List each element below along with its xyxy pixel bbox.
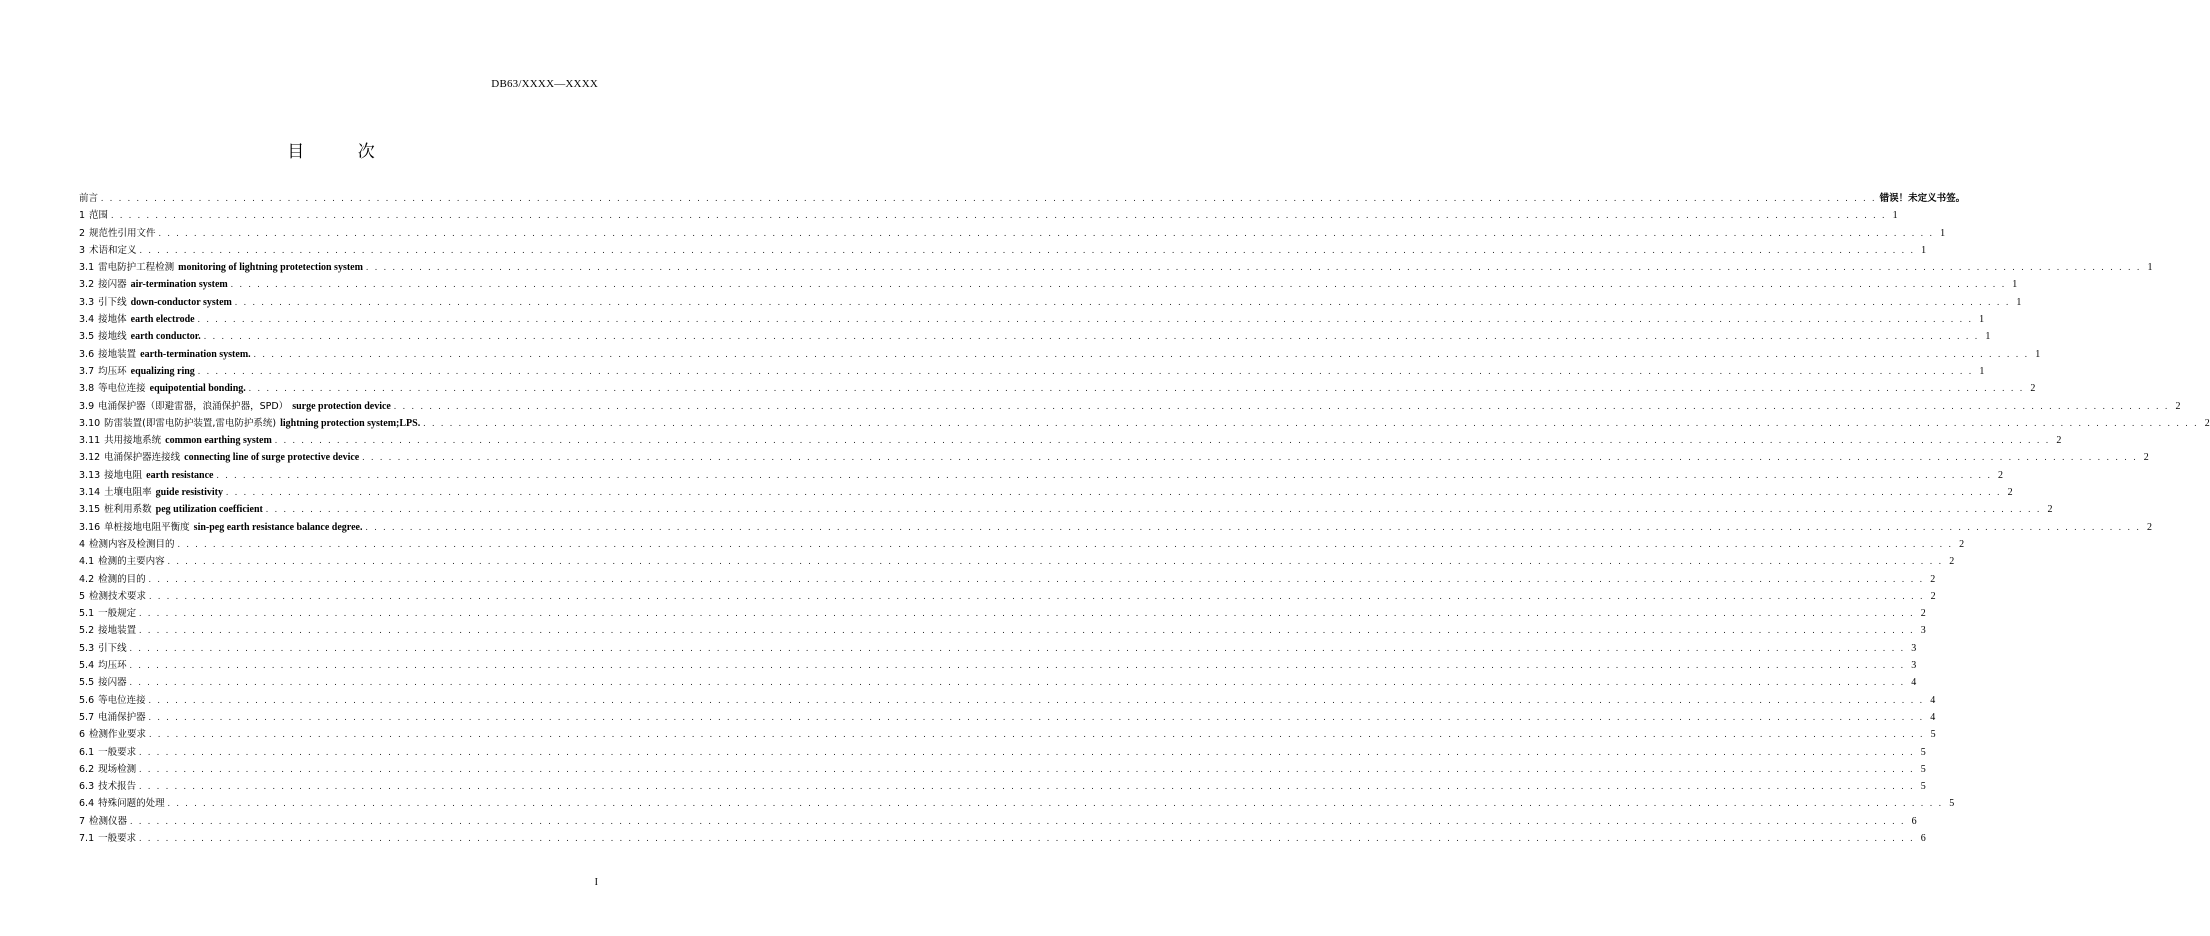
- toc-entry-page: 2: [2143, 452, 2149, 464]
- toc-entry-page: 5: [1930, 729, 1936, 741]
- toc-entry-number: 3.12: [79, 452, 101, 464]
- toc-entry-page: 2: [2030, 383, 2036, 395]
- dot-leader: . . . . . . . . . . . . . . . . . . . . . . . . . . . . . . . . . . . . . . . . . . . . . . . . . . . . . . . . . . . . . . . . . . . . . . . . . . . . . . . . . . . . . . . . . . . . . . . . . . . . . . . . . . . . . . . . . . . . . . . . . . . . . . . . . . . . . . . . . . . . . . . . . . . . . . . . . . . . . . . . . . . . . . . . . . . . . . . . . . . . . . . . . . . . . . . . . . . . . . . .: [265, 504, 2042, 515]
- toc-entry-english-term: earth resistance: [146, 469, 214, 481]
- toc-entry-number: 7: [79, 815, 86, 827]
- dot-leader: . . . . . . . . . . . . . . . . . . . . . . . . . . . . . . . . . . . . . . . . . . . . . . . . . . . . . . . . . . . . . . . . . . . . . . . . . . . . . . . . . . . . . . . . . . . . . . . . . . . . . . . . . . . . . . . . . . . . . . . . . . . . . . . . . . . . . . . . . . . . . . . . . . . . . . . . . . . . . . . . . . . . . . . . . . . . . . . . . . . . . . . . . . . . . . . . . . . . . . . .: [129, 677, 1906, 688]
- dot-leader: . . . . . . . . . . . . . . . . . . . . . . . . . . . . . . . . . . . . . . . . . . . . . . . . . . . . . . . . . . . . . . . . . . . . . . . . . . . . . . . . . . . . . . . . . . . . . . . . . . . . . . . . . . . . . . . . . . . . . . . . . . . . . . . . . . . . . . . . . . . . . . . . . . . . . . . . . . . . . . . . . . . . . . . . . . . . . . . . . . . . . . . . . . . . . . . . . . . . . . . .: [139, 608, 1915, 619]
- toc-entry-page: 1: [1979, 365, 1985, 377]
- dot-leader: . . . . . . . . . . . . . . . . . . . . . . . . . . . . . . . . . . . . . . . . . . . . . . . . . . . . . . . . . . . . . . . . . . . . . . . . . . . . . . . . . . . . . . . . . . . . . . . . . . . . . . . . . . . . . . . . . . . . . . . . . . . . . . . . . . . . . . . . . . . . . . . . . . . . . . . . . . . . . . . . . . . . . . . . . . . . . . . . . . . . . . . . . . . . . . . . . . . . . . . .: [148, 573, 1925, 584]
- toc-entry-page: 2: [1930, 590, 1936, 602]
- dot-leader: . . . . . . . . . . . . . . . . . . . . . . . . . . . . . . . . . . . . . . . . . . . . . . . . . . . . . . . . . . . . . . . . . . . . . . . . . . . . . . . . . . . . . . . . . . . . . . . . . . . . . . . . . . . . . . . . . . . . . . . . . . . . . . . . . . . . . . . . . . . . . . . . . . . . . . . . . . . . . . . . . . . . . . . . . . . . . . . . . . . . . . . . . . . . . . . . . . . . . . . .: [167, 556, 1944, 567]
- toc-entry[interactable]: [79, 795, 1955, 812]
- toc-entry-page: 1: [2035, 348, 2041, 360]
- toc-entry-page: 5: [1920, 746, 1926, 758]
- dot-leader: . . . . . . . . . . . . . . . . . . . . . . . . . . . . . . . . . . . . . . . . . . . . . . . . . . . . . . . . . . . . . . . . . . . . . . . . . . . . . . . . . . . . . . . . . . . . . . . . . . . . . . . . . . . . . . . . . . . . . . . . . . . . . . . . . . . . . . . . . . . . . . . . . . . . . . . . . . . . . . . . . . . . . . . . . . . . . . . . . . . . . . . . . . . . . . . . . . . . . . . .: [149, 590, 1925, 601]
- toc-entry-english-term: air-termination system: [130, 279, 228, 291]
- toc-entry-page: 6: [1911, 815, 1917, 827]
- dot-leader: . . . . . . . . . . . . . . . . . . . . . . . . . . . . . . . . . . . . . . . . . . . . . . . . . . . . . . . . . . . . . . . . . . . . . . . . . . . . . . . . . . . . . . . . . . . . . . . . . . . . . . . . . . . . . . . . . . . . . . . . . . . . . . . . . . . . . . . . . . . . . . . . . . . . . . . . . . . . . . . . . . . . . . . . . . . . . . . . . . . . . . . . . . . . . . . . . . . . . . . .: [111, 210, 1887, 221]
- toc-entry-title: 防雷装置(即雷电防护装置,雷电防护系统): [104, 417, 277, 429]
- toc-entry-page: 4: [1930, 711, 1936, 723]
- toc-entry-title: 共用接地系统: [104, 435, 162, 447]
- toc-entry-page: 5: [1949, 798, 1955, 810]
- toc-entry-number: 5.5: [79, 677, 95, 689]
- toc-entry-title: 接闪器: [98, 279, 127, 291]
- toc-entry-title: 等电位连接: [98, 694, 146, 706]
- toc-entry-page: 6: [1920, 832, 1926, 844]
- dot-leader: . . . . . . . . . . . . . . . . . . . . . . . . . . . . . . . . . . . . . . . . . . . . . . . . . . . . . . . . . . . . . . . . . . . . . . . . . . . . . . . . . . . . . . . . . . . . . . . . . . . . . . . . . . . . . . . . . . . . . . . . . . . . . . . . . . . . . . . . . . . . . . . . . . . . . . . . . . . . . . . . . . . . . . . . . . . . . . . . . . . . . . . . . . . . . . . . . . . . . . . .: [139, 832, 1915, 843]
- toc-entry-title: 检测的目的: [98, 573, 146, 585]
- toc-entry-page: 2: [1998, 469, 2004, 481]
- dot-leader: . . . . . . . . . . . . . . . . . . . . . . . . . . . . . . . . . . . . . . . . . . . . . . . . . . . . . . . . . . . . . . . . . . . . . . . . . . . . . . . . . . . . . . . . . . . . . . . . . . . . . . . . . . . . . . . . . . . . . . . . . . . . . . . . . . . . . . . . . . . . . . . . . . . . . . . . . . . . . . . . . . . . . . . . . . . . . . . . . . . . . . . . . . . . . . . . . . . . . . . .: [139, 781, 1915, 792]
- toc-entry-title: 电涌保护器连接线: [104, 452, 181, 464]
- toc-entry-title: 一般要求: [98, 832, 137, 844]
- dot-leader: . . . . . . . . . . . . . . . . . . . . . . . . . . . . . . . . . . . . . . . . . . . . . . . . . . . . . . . . . . . . . . . . . . . . . . . . . . . . . . . . . . . . . . . . . . . . . . . . . . . . . . . . . . . . . . . . . . . . . . . . . . . . . . . . . . . . . . . . . . . . . . . . . . . . . . . . . . . . . . . . . . . . . . . . . . . . . . . . . . . . . . . . . . . . . . . . . . . . . . . .: [253, 348, 2030, 359]
- toc-entry[interactable]: [79, 657, 1917, 674]
- toc-entry-english-term: sin-peg earth resistance balance degree.: [193, 521, 363, 533]
- toc-entry-title: 一般要求: [98, 746, 137, 758]
- toc-entry[interactable]: [79, 467, 2004, 484]
- toc-entry-title: 范围: [89, 210, 109, 222]
- toc-entry-number: 3.8: [79, 383, 95, 395]
- toc-entry-number: 5.4: [79, 660, 95, 672]
- toc-entry-page: 5: [1920, 781, 1926, 793]
- toc-entry-page: 1: [1921, 244, 1927, 256]
- toc-entry-number: 2: [79, 227, 86, 239]
- toc-entry-page: 4: [1911, 677, 1917, 689]
- toc-entry[interactable]: [79, 830, 1926, 847]
- toc-entry-page: 1: [1892, 210, 1898, 222]
- dot-leader: . . . . . . . . . . . . . . . . . . . . . . . . . . . . . . . . . . . . . . . . . . . . . . . . . . . . . . . . . . . . . . . . . . . . . . . . . . . . . . . . . . . . . . . . . . . . . . . . . . . . . . . . . . . . . . . . . . . . . . . . . . . . . . . . . . . . . . . . . . . . . . . . . . . . . . . . . . . . . . . . . . . . . . . . . . . . . . . . . . . . . . . . . . . . . . . . . . . . . . . .: [177, 538, 1954, 549]
- toc-entry-title: 等电位连接: [98, 383, 146, 395]
- toc-entry-number: 4.2: [79, 573, 95, 585]
- dot-leader: . . . . . . . . . . . . . . . . . . . . . . . . . . . . . . . . . . . . . . . . . . . . . . . . . . . . . . . . . . . . . . . . . . . . . . . . . . . . . . . . . . . . . . . . . . . . . . . . . . . . . . . . . . . . . . . . . . . . . . . . . . . . . . . . . . . . . . . . . . . . . . . . . . . . . . . . . . . . . . . . . . . . . . . . . . . . . . . . . . . . . . . . . . . . . . . . . . . . . . . .: [248, 383, 2025, 394]
- toc-entry[interactable]: [79, 674, 1917, 691]
- toc-entry-title: 规范性引用文件: [89, 227, 156, 239]
- toc-entry-page: 2: [2007, 487, 2013, 499]
- toc-entry-number: 3.11: [79, 435, 101, 447]
- toc-entry[interactable]: [79, 778, 1926, 795]
- toc-entry-page: 2: [2204, 417, 2210, 429]
- toc-entry-english-term: earth conductor.: [130, 331, 201, 343]
- toc-entry[interactable]: [79, 380, 2036, 397]
- dot-leader: . . . . . . . . . . . . . . . . . . . . . . . . . . . . . . . . . . . . . . . . . . . . . . . . . . . . . . . . . . . . . . . . . . . . . . . . . . . . . . . . . . . . . . . . . . . . . . . . . . . . . . . . . . . . . . . . . . . . . . . . . . . . . . . . . . . . . . . . . . . . . . . . . . . . . . . . . . . . . . . . . . . . . . . . . . . . . . . . . . . . . . . . . . . . . . . . . . . . . . . .: [129, 642, 1906, 653]
- toc-entry-title: 术语和定义: [89, 244, 137, 256]
- toc-entry[interactable]: [79, 640, 1917, 657]
- toc-entry-page: 5: [1920, 763, 1926, 775]
- toc-entry-title: 接地装置: [98, 348, 137, 360]
- toc-entry-title: 引下线: [98, 642, 127, 654]
- toc-entry-number: 6.3: [79, 781, 95, 793]
- toc-entry[interactable]: [79, 744, 1926, 761]
- dot-leader: . . . . . . . . . . . . . . . . . . . . . . . . . . . . . . . . . . . . . . . . . . . . . . . . . . . . . . . . . . . . . . . . . . . . . . . . . . . . . . . . . . . . . . . . . . . . . . . . . . . . . . . . . . . . . . . . . . . . . . . . . . . . . . . . . . . . . . . . . . . . . . . . . . . . . . . . . . . . . . . . . . . . . . . . . . . . . . . . . . . . . . . . . . . . . . . . . . . . . . . .: [139, 244, 1916, 255]
- toc-entry-english-term: peg utilization coefficient: [155, 504, 263, 516]
- toc-entry-number: 5.2: [79, 625, 95, 637]
- toc-entry-page: 1: [1940, 227, 1946, 239]
- toc-entry-number: 3.6: [79, 348, 95, 360]
- toc-entry-number: 3.10: [79, 417, 101, 429]
- dot-leader: . . . . . . . . . . . . . . . . . . . . . . . . . . . . . . . . . . . . . . . . . . . . . . . . . . . . . . . . . . . . . . . . . . . . . . . . . . . . . . . . . . . . . . . . . . . . . . . . . . . . . . . . . . . . . . . . . . . . . . . . . . . . . . . . . . . . . . . . . . . . . . . . . . . . . . . . . . . . . . . . . . . . . . . . . . . . . . . . . . . . . . . . . . . . . . . . . . . . . . . .: [167, 798, 1944, 809]
- toc-entry-page: 2: [1920, 608, 1926, 620]
- toc-entry-english-term: connecting line of surge protective device: [184, 452, 360, 464]
- toc-entry-title: 前言: [79, 193, 99, 204]
- toc-entry-number: 6.4: [79, 798, 95, 810]
- toc-entry[interactable]: [79, 449, 2149, 466]
- toc-entry-page: 4: [1930, 694, 1936, 706]
- toc-entry[interactable]: [79, 605, 1926, 622]
- document-code: DB63/XXXX—XXXX: [491, 78, 598, 90]
- toc-entry-page: 1: [2012, 279, 2018, 291]
- toc-entry-title: 电涌保护器（即避雷器，浪涌保护器，SPD）: [98, 400, 289, 412]
- toc-entry-title: 接地体: [98, 314, 127, 326]
- toc-entry-number: 3.14: [79, 487, 101, 499]
- toc-entry-title: 技术报告: [98, 781, 137, 793]
- toc-entry-title: 桩利用系数: [104, 504, 152, 516]
- toc-entry[interactable]: [79, 311, 1985, 328]
- toc-entry-title: 单桩接地电阻平衡度: [104, 521, 190, 533]
- toc-entry-number: 5.3: [79, 642, 95, 654]
- dot-leader: . . . . . . . . . . . . . . . . . . . . . . . . . . . . . . . . . . . . . . . . . . . . . . . . . . . . . . . . . . . . . . . . . . . . . . . . . . . . . . . . . . . . . . . . . . . . . . . . . . . . . . . . . . . . . . . . . . . . . . . . . . . . . . . . . . . . . . . . . . . . . . . . . . . . . . . . . . . . . . . . . . . . . . . . . . . . . . . . . . . . . . . . . . . . . . . . . . . . . . . .: [197, 314, 1974, 325]
- toc-entry-page: 2: [2056, 435, 2062, 447]
- toc-entry[interactable]: [79, 259, 2153, 276]
- toc-entry[interactable]: [79, 813, 1917, 830]
- toc-entry-page: 1: [1985, 331, 1991, 343]
- toc-entry-number: 5.1: [79, 608, 95, 620]
- toc-entry[interactable]: [79, 363, 1985, 380]
- dot-leader: . . . . . . . . . . . . . . . . . . . . . . . . . . . . . . . . . . . . . . . . . . . . . . . . . . . . . . . . . . . . . . . . . . . . . . . . . . . . . . . . . . . . . . . . . . . . . . . . . . . . . . . . . . . . . . . . . . . . . . . . . . . . . . . . . . . . . . . . . . . . . . . . . . . . . . . . . . . . . . . . . . . . . . . . . . . . . . . . . . . . . . . . . . . . . . . . . . . . . . . .: [139, 625, 1915, 636]
- toc-entry-english-term: equalizing ring: [130, 365, 195, 377]
- toc-entry-number: 7.1: [79, 832, 95, 844]
- toc-entry[interactable]: [79, 761, 1926, 778]
- toc-entry-title: 接地装置: [98, 625, 137, 637]
- toc-entry-title: 检测作业要求: [89, 729, 147, 741]
- toc-entry-number: 3.15: [79, 504, 101, 516]
- toc-entry-number: 3.7: [79, 365, 95, 377]
- toc-title: 目 次: [287, 142, 399, 162]
- toc-entry[interactable]: [79, 709, 1936, 726]
- toc-entry[interactable]: [79, 398, 2181, 415]
- dot-leader: . . . . . . . . . . . . . . . . . . . . . . . . . . . . . . . . . . . . . . . . . . . . . . . . . . . . . . . . . . . . . . . . . . . . . . . . . . . . . . . . . . . . . . . . . . . . . . . . . . . . . . . . . . . . . . . . . . . . . . . . . . . . . . . . . . . . . . . . . . . . . . . . . . . . . . . . . . . . . . . . . . . . . . . . . . . . . . . . . . . . . . . . . . . . . . . . . . . . . . . .: [129, 660, 1906, 671]
- toc-entry-title: 检测的主要内容: [98, 556, 165, 568]
- toc-entry-title: 引下线: [98, 296, 127, 308]
- dot-leader: . . . . . . . . . . . . . . . . . . . . . . . . . . . . . . . . . . . . . . . . . . . . . . . . . . . . . . . . . . . . . . . . . . . . . . . . . . . . . . . . . . . . . . . . . . . . . . . . . . . . . . . . . . . . . . . . . . . . . . . . . . . . . . . . . . . . . . . . . . . . . . . . . . . . . . . . . . . . . . . . . . . . . . . . . . . . . . . . . . . . . . . . . . . . . . . . . . . . . . . .: [158, 227, 1935, 238]
- toc-entry[interactable]: [79, 225, 1946, 242]
- toc-entry-page: 3: [1911, 660, 1917, 672]
- toc-entry-page: 错误！未定义书签。: [1879, 193, 1966, 204]
- toc-entry-english-term: surge protection device: [292, 400, 391, 412]
- toc-entry-number: 6: [79, 729, 86, 741]
- toc-entry-english-term: earth electrode: [130, 314, 195, 326]
- toc-entry[interactable]: [79, 294, 2022, 311]
- toc-entry-number: 3: [79, 244, 86, 256]
- dot-leader: . . . . . . . . . . . . . . . . . . . . . . . . . . . . . . . . . . . . . . . . . . . . . . . . . . . . . . . . . . . . . . . . . . . . . . . . . . . . . . . . . . . . . . . . . . . . . . . . . . . . . . . . . . . . . . . . . . . . . . . . . . . . . . . . . . . . . . . . . . . . . . . . . . . . . . . . . . . . . . . . . . . . . . . . . . . . . . . . . . . . . . . . . . . . . . . . . . . . . . . .: [130, 815, 1906, 826]
- toc-entry[interactable]: [79, 207, 1898, 224]
- toc-entry-english-term: common earthing system: [165, 435, 272, 447]
- toc-entry[interactable]: [79, 346, 2041, 363]
- page-number: I: [594, 877, 598, 888]
- toc-entry-title: 均压环: [98, 660, 127, 672]
- toc-entry-title: 一般规定: [98, 608, 137, 620]
- toc-entry-number: 1: [79, 210, 86, 222]
- dot-leader: . . . . . . . . . . . . . . . . . . . . . . . . . . . . . . . . . . . . . . . . . . . . . . . . . . . . . . . . . . . . . . . . . . . . . . . . . . . . . . . . . . . . . . . . . . . . . . . . . . . . . . . . . . . . . . . . . . . . . . . . . . . . . . . . . . . . . . . . . . . . . . . . . . . . . . . . . . . . . . . . . . . . . . . . . . . . . . . . . . . . . . . . . . . . . . . . . . . . . . . .: [274, 435, 2051, 446]
- toc-entry[interactable]: [79, 276, 2018, 293]
- toc-entry[interactable]: [79, 519, 2153, 536]
- toc-entry-title: 检测内容及检测目的: [89, 538, 175, 550]
- dot-leader: . . . . . . . . . . . . . . . . . . . . . . . . . . . . . . . . . . . . . . . . . . . . . . . . . . . . . . . . . . . . . . . . . . . . . . . . . . . . . . . . . . . . . . . . . . . . . . . . . . . . . . . . . . . . . . . . . . . . . . . . . . . . . . . . . . . . . . . . . . . . . . . . . . . . . . . . . . . . . . . . . . . . . . . . . . . . . . . . . . . . . . . . . . . . . . . . . . . . . . . .: [203, 331, 1980, 342]
- dot-leader: . . . . . . . . . . . . . . . . . . . . . . . . . . . . . . . . . . . . . . . . . . . . . . . . . . . . . . . . . . . . . . . . . . . . . . . . . . . . . . . . . . . . . . . . . . . . . . . . . . . . . . . . . . . . . . . . . . . . . . . . . . . . . . . . . . . . . . . . . . . . . . . . . . . . . . . . . . . . . . . . . . . . . . . . . . . . . . . . . . . . . . . . . . . . . . . . . . . . . . . .: [149, 729, 1925, 740]
- toc-entry-number: 4.1: [79, 556, 95, 568]
- toc-entry[interactable]: [79, 536, 1965, 553]
- toc-entry-page: 2: [1949, 556, 1955, 568]
- dot-leader: . . . . . . . . . . . . . . . . . . . . . . . . . . . . . . . . . . . . . . . . . . . . . . . . . . . . . . . . . . . . . . . . . . . . . . . . . . . . . . . . . . . . . . . . . . . . . . . . . . . . . . . . . . . . . . . . . . . . . . . . . . . . . . . . . . . . . . . . . . . . . . . . . . . . . . . . . . . . . . . . . . . . . . . . . . . . . . . . . . . . . . . . . . . . . . . . . . . . . . . .: [362, 452, 2138, 463]
- toc-entry-english-term: equipotential bonding.: [149, 383, 246, 395]
- toc-entry-number: 6.2: [79, 763, 95, 775]
- toc-entry-page: 3: [1920, 625, 1926, 637]
- toc-entry[interactable]: [79, 622, 1926, 639]
- toc-entry-page: 3: [1911, 642, 1917, 654]
- toc-entry[interactable]: [79, 484, 2013, 501]
- toc-entry-title: 接地电阻: [104, 469, 143, 481]
- toc-entry[interactable]: [79, 553, 1955, 570]
- toc-entry-number: 6.1: [79, 746, 95, 758]
- dot-leader: . . . . . . . . . . . . . . . . . . . . . . . . . . . . . . . . . . . . . . . . . . . . . . . . . . . . . . . . . . . . . . . . . . . . . . . . . . . . . . . . . . . . . . . . . . . . . . . . . . . . . . . . . . . . . . . . . . . . . . . . . . . . . . . . . . . . . . . . . . . . . . . . . . . . . . . . . . . . . . . . . . . . . . . . . . . . . . . . . . . . . . . . . . . . . . . . . . . . . . . .: [216, 469, 1993, 480]
- toc-entry-english-term: earth-termination system.: [140, 348, 251, 360]
- toc-entry-page: 2: [2175, 400, 2181, 412]
- toc-entry-number: 3.16: [79, 521, 101, 533]
- dot-leader: . . . . . . . . . . . . . . . . . . . . . . . . . . . . . . . . . . . . . . . . . . . . . . . . . . . . . . . . . . . . . . . . . . . . . . . . . . . . . . . . . . . . . . . . . . . . . . . . . . . . . . . . . . . . . . . . . . . . . . . . . . . . . . . . . . . . . . . . . . . . . . . . . . . . . . . . . . . . . . . . . . . . . . . . . . . . . . . . . . . . . . . . . . . . . . . . . . . . . . . .: [423, 417, 2199, 428]
- dot-leader: . . . . . . . . . . . . . . . . . . . . . . . . . . . . . . . . . . . . . . . . . . . . . . . . . . . . . . . . . . . . . . . . . . . . . . . . . . . . . . . . . . . . . . . . . . . . . . . . . . . . . . . . . . . . . . . . . . . . . . . . . . . . . . . . . . . . . . . . . . . . . . . . . . . . . . . . . . . . . . . . . . . . . . . . . . . . . . . . . . . . . . . . . . . . . . . . . . . . . . . .: [139, 746, 1915, 757]
- dot-leader: . . . . . . . . . . . . . . . . . . . . . . . . . . . . . . . . . . . . . . . . . . . . . . . . . . . . . . . . . . . . . . . . . . . . . . . . . . . . . . . . . . . . . . . . . . . . . . . . . . . . . . . . . . . . . . . . . . . . . . . . . . . . . . . . . . . . . . . . . . . . . . . . . . . . . . . . . . . . . . . . . . . . . . . . . . . . . . . . . . . . . . . . . . . . . . . . . . . . . . . .: [148, 694, 1925, 705]
- toc-entry[interactable]: [79, 190, 1966, 207]
- toc-entry-title: 接地线: [98, 331, 127, 343]
- toc-entry-page: 1: [1979, 314, 1985, 326]
- toc-entry-number: 5.7: [79, 711, 95, 723]
- dot-leader: . . . . . . . . . . . . . . . . . . . . . . . . . . . . . . . . . . . . . . . . . . . . . . . . . . . . . . . . . . . . . . . . . . . . . . . . . . . . . . . . . . . . . . . . . . . . . . . . . . . . . . . . . . . . . . . . . . . . . . . . . . . . . . . . . . . . . . . . . . . . . . . . . . . . . . . . . . . . . . . . . . . . . . . . . . . . . . . . . . . . . . . . . . . . . . . . . . . . . . . .: [226, 487, 2002, 498]
- dot-leader: . . . . . . . . . . . . . . . . . . . . . . . . . . . . . . . . . . . . . . . . . . . . . . . . . . . . . . . . . . . . . . . . . . . . . . . . . . . . . . . . . . . . . . . . . . . . . . . . . . . . . . . . . . . . . . . . . . . . . . . . . . . . . . . . . . . . . . . . . . . . . . . . . . . . . . . . . . . . . . . . . . . . . . . . . . . . . . . . . . . . . . . . . . . . . . . . . . . . . . . .: [365, 521, 2142, 532]
- toc-entry-page: 2: [2147, 521, 2153, 533]
- dot-leader: . . . . . . . . . . . . . . . . . . . . . . . . . . . . . . . . . . . . . . . . . . . . . . . . . . . . . . . . . . . . . . . . . . . . . . . . . . . . . . . . . . . . . . . . . . . . . . . . . . . . . . . . . . . . . . . . . . . . . . . . . . . . . . . . . . . . . . . . . . . . . . . . . . . . . . . . . . . . . . . . . . . . . . . . . . . . . . . . . . . . . . . . . . . . . . . . . . . . . . . .: [234, 296, 2011, 307]
- toc-entry-title: 接闪器: [98, 677, 127, 689]
- toc-entry-title: 现场检测: [98, 763, 137, 775]
- dot-leader: . . . . . . . . . . . . . . . . . . . . . . . . . . . . . . . . . . . . . . . . . . . . . . . . . . . . . . . . . . . . . . . . . . . . . . . . . . . . . . . . . . . . . . . . . . . . . . . . . . . . . . . . . . . . . . . . . . . . . . . . . . . . . . . . . . . . . . . . . . . . . . . . . . . . . . . . . . . . . . . . . . . . . . . . . . . . . . . . . . . . . . . . . . . . . . . . . . . . . . . .: [365, 262, 2142, 273]
- dot-leader: . . . . . . . . . . . . . . . . . . . . . . . . . . . . . . . . . . . . . . . . . . . . . . . . . . . . . . . . . . . . . . . . . . . . . . . . . . . . . . . . . . . . . . . . . . . . . . . . . . . . . . . . . . . . . . . . . . . . . . . . . . . . . . . . . . . . . . . . . . . . . . . . . . . . . . . . . . . . . . . . . . . . . . . . . . . . . . . . . . . . . . . . . . . . . . . . . . . . . . . .: [197, 365, 1974, 376]
- toc-entry-title: 检测技术要求: [89, 590, 147, 602]
- toc-entry-number: 3.1: [79, 262, 95, 274]
- toc-entry-page: 2: [1930, 573, 1936, 585]
- toc-entry[interactable]: [79, 415, 2210, 432]
- toc-entry-number: 4: [79, 538, 86, 550]
- toc-entry-title: 均压环: [98, 365, 127, 377]
- table-of-contents: [79, 190, 2210, 847]
- toc-entry[interactable]: [79, 501, 2053, 518]
- toc-entry[interactable]: [79, 432, 2062, 449]
- toc-entry-page: 2: [1959, 538, 1965, 550]
- toc-entry-english-term: down-conductor system: [130, 296, 232, 308]
- toc-entry-page: 1: [2016, 296, 2022, 308]
- toc-entry-number: 3.4: [79, 314, 95, 326]
- toc-entry[interactable]: [79, 692, 1936, 709]
- toc-entry-number: 5.6: [79, 694, 95, 706]
- toc-entry-number: 3.5: [79, 331, 95, 343]
- toc-entry-number: 3.3: [79, 296, 95, 308]
- dot-leader: . . . . . . . . . . . . . . . . . . . . . . . . . . . . . . . . . . . . . . . . . . . . . . . . . . . . . . . . . . . . . . . . . . . . . . . . . . . . . . . . . . . . . . . . . . . . . . . . . . . . . . . . . . . . . . . . . . . . . . . . . . . . . . . . . . . . . . . . . . . . . . . . . . . . . . . . . . . . . . . . . . . . . . . . . . . . . . . . . . . . . . . . . . . . . . . . . . . . . . . .: [139, 763, 1915, 774]
- toc-entry-english-term: lightning protection system;LPS.: [280, 417, 421, 429]
- toc-entry-english-term: monitoring of lightning protetection system: [178, 262, 363, 274]
- toc-entry-english-term: guide resistivity: [155, 487, 223, 499]
- toc-entry-title: 特殊问题的处理: [98, 798, 165, 810]
- toc-entry-title: 土壤电阻率: [104, 487, 152, 499]
- toc-entry[interactable]: [79, 242, 1927, 259]
- toc-entry-page: 1: [2147, 262, 2153, 274]
- toc-entry[interactable]: [79, 588, 1936, 605]
- dot-leader: . . . . . . . . . . . . . . . . . . . . . . . . . . . . . . . . . . . . . . . . . . . . . . . . . . . . . . . . . . . . . . . . . . . . . . . . . . . . . . . . . . . . . . . . . . . . . . . . . . . . . . . . . . . . . . . . . . . . . . . . . . . . . . . . . . . . . . . . . . . . . . . . . . . . . . . . . . . . . . . . . . . . . . . . . . . . . . . . . . . . . . . . . . . . . . . . . . . . . . . .: [230, 279, 2007, 290]
- toc-entry-title: 检测仪器: [89, 815, 128, 827]
- toc-entry[interactable]: [79, 726, 1936, 743]
- dot-leader: . . . . . . . . . . . . . . . . . . . . . . . . . . . . . . . . . . . . . . . . . . . . . . . . . . . . . . . . . . . . . . . . . . . . . . . . . . . . . . . . . . . . . . . . . . . . . . . . . . . . . . . . . . . . . . . . . . . . . . . . . . . . . . . . . . . . . . . . . . . . . . . . . . . . . . . . . . . . . . . . . . . . . . . . . . . . . . . . . . . . . . . . . . . . . . . . . . . . . . . .: [101, 193, 1877, 203]
- toc-entry-number: 3.9: [79, 400, 95, 412]
- toc-entry-number: 3.13: [79, 469, 101, 481]
- toc-entry-number: 3.2: [79, 279, 95, 291]
- toc-entry[interactable]: [79, 328, 1991, 345]
- toc-entry-page: 2: [2047, 504, 2053, 516]
- dot-leader: . . . . . . . . . . . . . . . . . . . . . . . . . . . . . . . . . . . . . . . . . . . . . . . . . . . . . . . . . . . . . . . . . . . . . . . . . . . . . . . . . . . . . . . . . . . . . . . . . . . . . . . . . . . . . . . . . . . . . . . . . . . . . . . . . . . . . . . . . . . . . . . . . . . . . . . . . . . . . . . . . . . . . . . . . . . . . . . . . . . . . . . . . . . . . . . . . . . . . . . .: [393, 400, 2170, 411]
- dot-leader: . . . . . . . . . . . . . . . . . . . . . . . . . . . . . . . . . . . . . . . . . . . . . . . . . . . . . . . . . . . . . . . . . . . . . . . . . . . . . . . . . . . . . . . . . . . . . . . . . . . . . . . . . . . . . . . . . . . . . . . . . . . . . . . . . . . . . . . . . . . . . . . . . . . . . . . . . . . . . . . . . . . . . . . . . . . . . . . . . . . . . . . . . . . . . . . . . . . . . . . .: [148, 711, 1925, 722]
- toc-entry[interactable]: [79, 571, 1936, 588]
- toc-entry-title: 电涌保护器: [98, 711, 146, 723]
- toc-entry-title: 雷电防护工程检测: [98, 262, 175, 274]
- toc-entry-number: 5: [79, 590, 86, 602]
